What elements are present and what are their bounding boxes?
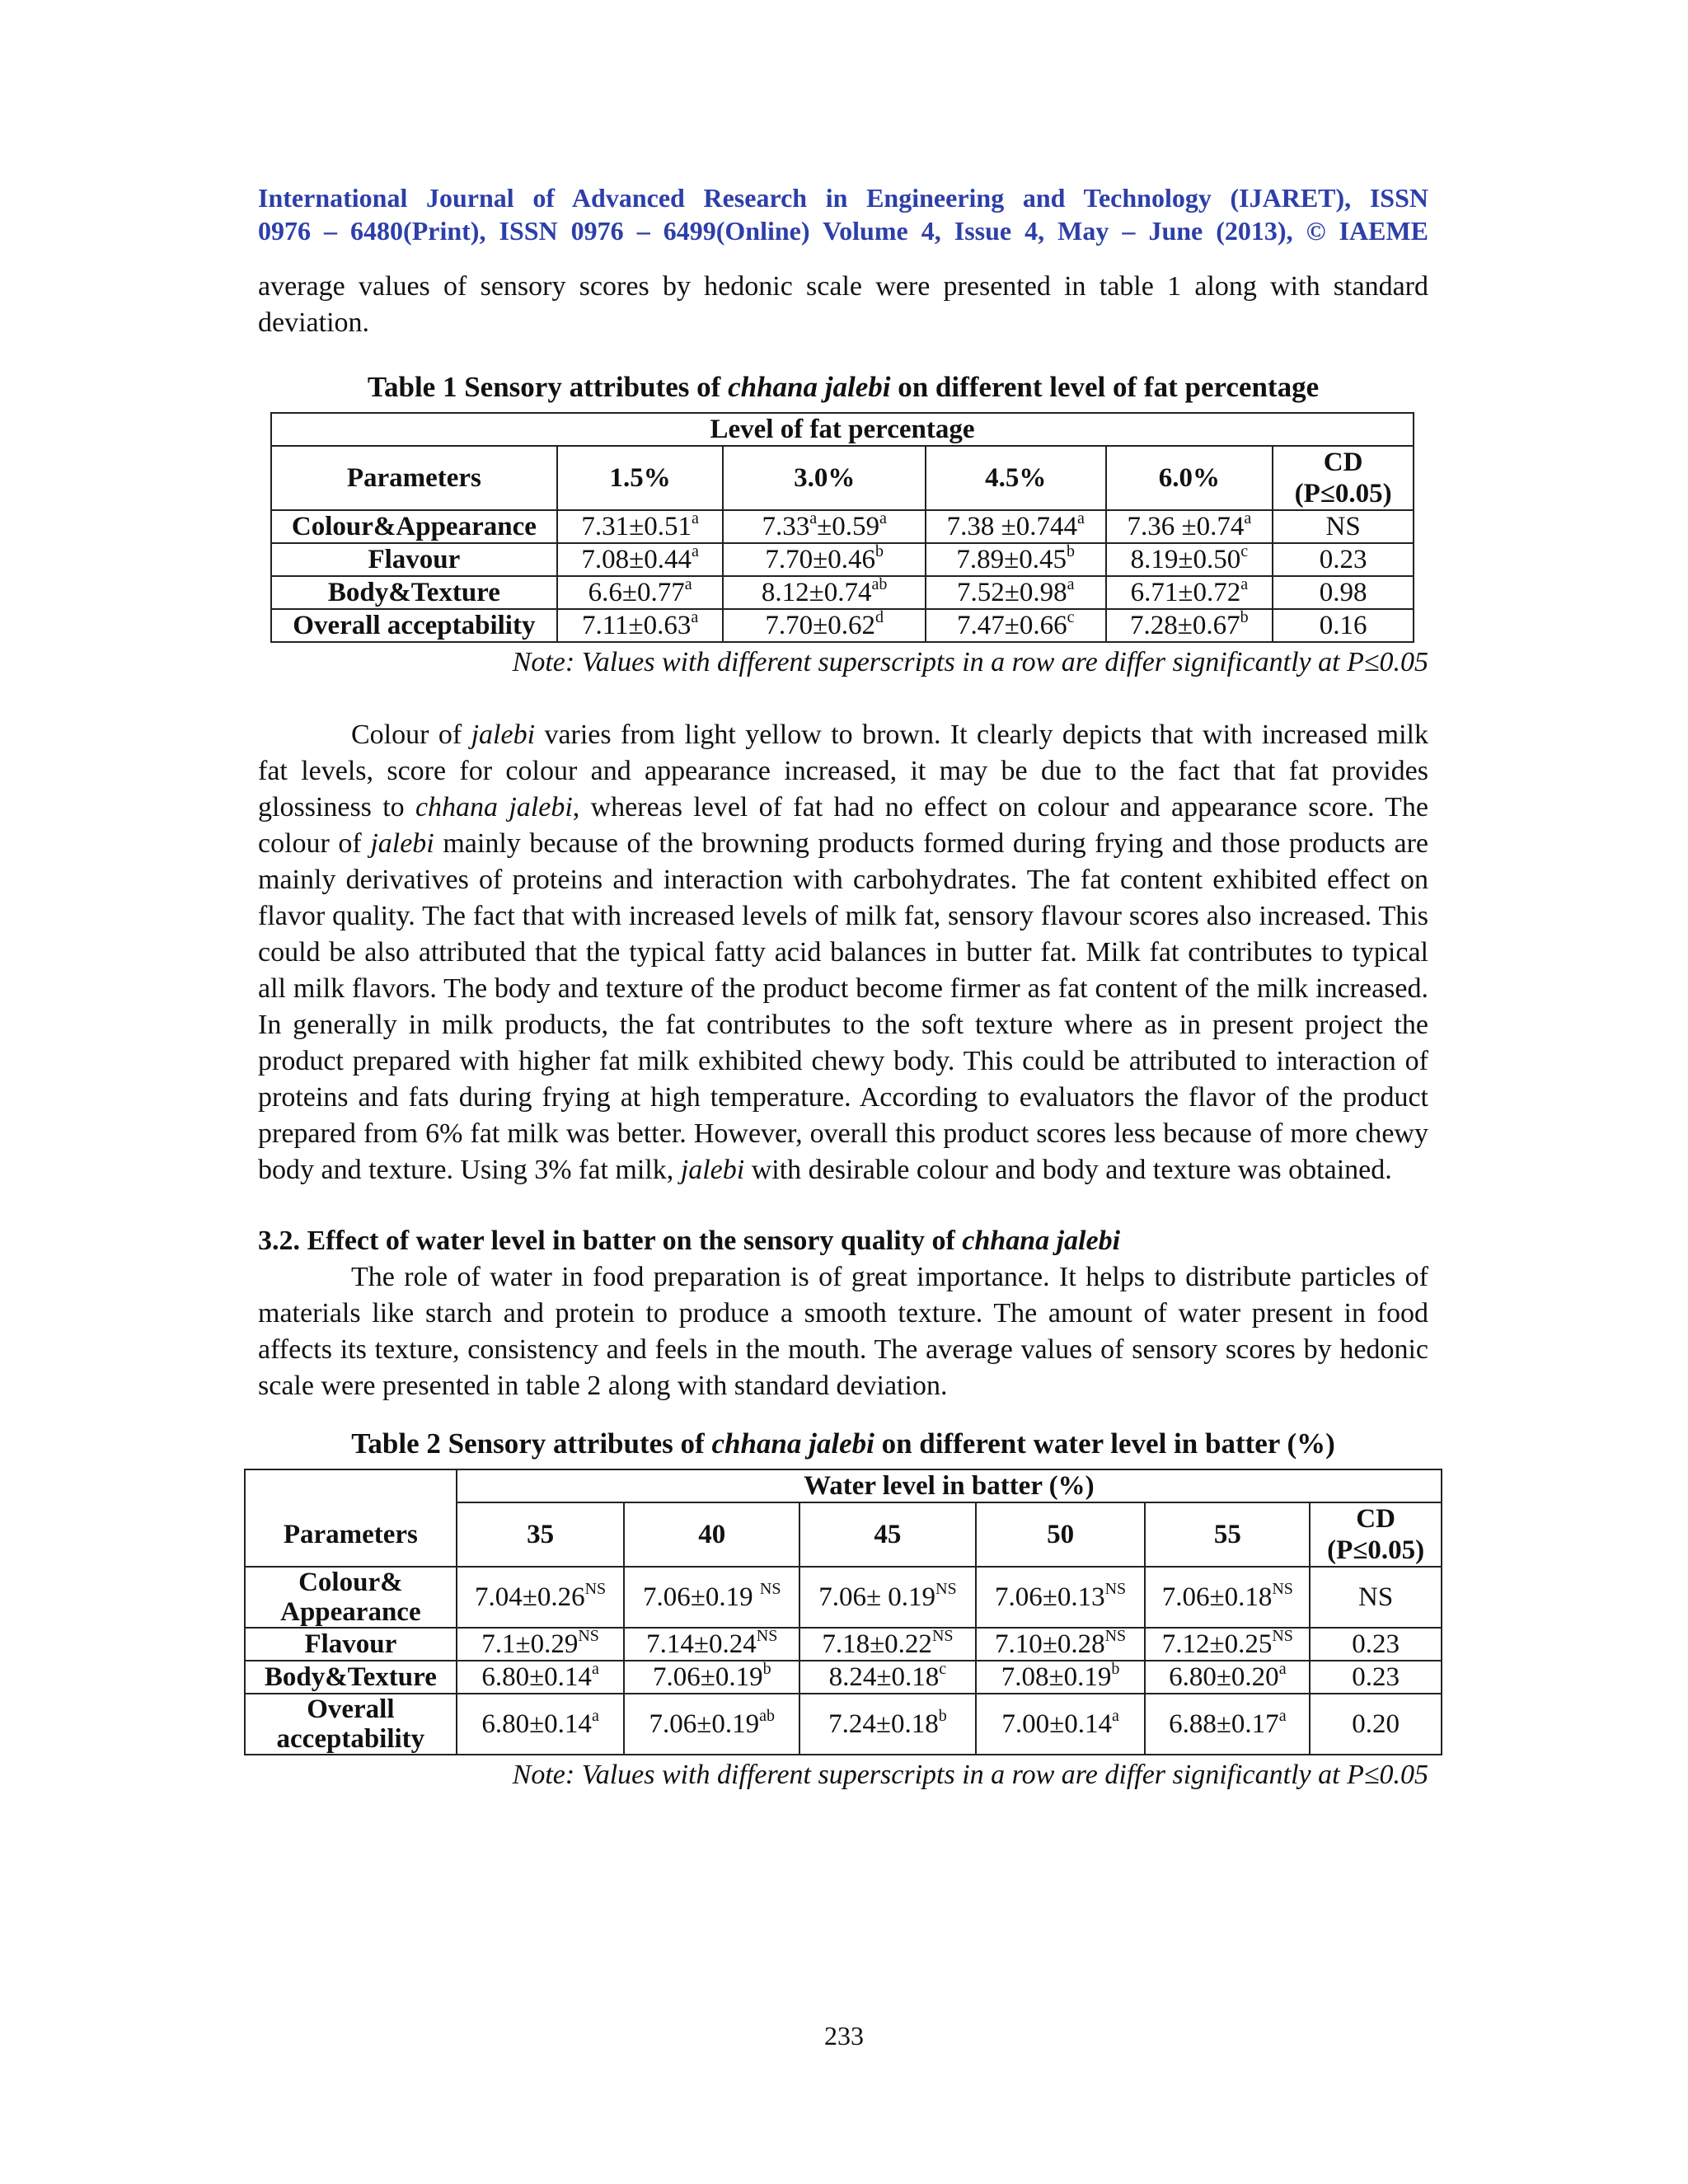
cell-value: 7.18±0.22 <box>822 1629 932 1659</box>
cell-superscript: NS <box>578 1627 599 1645</box>
table-cell <box>926 576 1106 609</box>
cell-value: 7.31±0.51 <box>581 512 692 541</box>
cell-value: 7.70±0.62 <box>765 611 875 640</box>
cell-superscript: a <box>879 509 887 527</box>
cell-superscript: NS <box>1104 1627 1127 1645</box>
row-label <box>245 1694 457 1755</box>
cell-superscript: b <box>1067 542 1076 560</box>
journal-header-line-1: International Journal of Advanced Research in Engineering and Technology (IJARET), ISSN <box>258 183 1428 213</box>
cell-value: 7.89±0.45 <box>956 545 1067 574</box>
cell-superscript: ab <box>871 575 888 593</box>
cell-superscript: NS <box>584 1580 607 1598</box>
cd-cell: 0.23 <box>1310 1628 1442 1661</box>
cell-value: 8.24±0.18 <box>828 1662 940 1692</box>
page-content <box>258 181 1428 1793</box>
section-paragraph: The role of water in food preparation is of great importance. It helps to distribute particles of materials like starch and protein to produce a smooth texture. The amount of water present in food affects its texture, consistency and feels in the mouth. The average values of sensory scores by hedonic scale were presented in table 2 along with standard deviation. <box>258 1262 1428 1401</box>
cell-superscript: NS <box>1272 1580 1293 1598</box>
table1-col-header: 4.5% <box>926 446 1106 510</box>
row-label-line: acceptability <box>276 1724 425 1754</box>
table-cell <box>624 1628 799 1661</box>
cd-cell: 0.98 <box>1273 576 1414 609</box>
table-cell <box>723 609 925 642</box>
cell-value: 6.71±0.72 <box>1130 578 1241 607</box>
cell-value: 7.36 ±0.74 <box>1127 512 1245 541</box>
row-label: Flavour <box>271 543 557 576</box>
cell-value: 7.33 <box>762 512 810 541</box>
cell-superscript: d <box>875 608 884 626</box>
italic-term: jalebi <box>370 828 434 859</box>
cell-value: 7.06±0.19 <box>643 1582 760 1612</box>
text-segment: with desirable colour and body and texture was obtained. <box>744 1155 1392 1185</box>
cell-value: 6.88±0.17 <box>1169 1709 1279 1739</box>
table-cell <box>799 1628 976 1661</box>
table-row <box>245 1567 1442 1628</box>
cell-value: 7.06± 0.19 <box>818 1582 936 1612</box>
table1-col-header: 1.5% <box>557 446 724 510</box>
table1-group-header: Level of fat percentage <box>271 413 1414 446</box>
cell-superscript: a <box>691 608 699 626</box>
table-row <box>245 1694 1442 1755</box>
table-cell <box>976 1694 1146 1755</box>
cell-value: 7.06±0.13 <box>994 1582 1105 1612</box>
cell-superscript: NS <box>935 1580 957 1598</box>
table-row <box>245 1628 1442 1661</box>
cell-value: 6.80±0.20 <box>1169 1662 1279 1692</box>
cell-superscript: NS <box>756 1627 778 1645</box>
table-cell <box>557 609 724 642</box>
cell-value: 6.6±0.77 <box>588 578 685 607</box>
cell-value: 7.28±0.67 <box>1130 611 1240 640</box>
row-label <box>245 1661 457 1694</box>
cell-superscript: c <box>1067 608 1075 626</box>
cell-value: 8.12±0.74 <box>761 578 872 607</box>
table-cell <box>624 1694 799 1755</box>
table1-note: Note: Values with different superscripts in a row are differ significantly at P≤0.05 <box>512 647 1428 677</box>
cell-superscript: b <box>938 1707 947 1725</box>
table-cell <box>557 576 724 609</box>
cd-cell: 0.16 <box>1273 609 1414 642</box>
cell-value: 7.24±0.18 <box>828 1709 939 1739</box>
table-cell <box>557 543 724 576</box>
table-cell <box>799 1694 976 1755</box>
table-cell <box>1145 1628 1310 1661</box>
table-cell <box>976 1567 1146 1628</box>
row-label-line: Body&Texture <box>264 1662 437 1692</box>
text-segment: Colour of <box>351 719 471 750</box>
table-row <box>271 576 1414 609</box>
cell-superscript: ab <box>759 1707 776 1725</box>
cell-value: 7.06±0.18 <box>1161 1582 1273 1612</box>
cell-superscript: a <box>1244 509 1252 527</box>
row-label-line: Overall <box>307 1694 395 1724</box>
cell-superscript: a <box>1111 1707 1119 1725</box>
text-segment: varies from light yellow to brown. It clearly depicts that with increased milk fat levels, score for colour and appearance increased, it may be due to the fact that fat provides glossiness to <box>258 719 1428 823</box>
cell-superscript: c <box>1240 542 1249 560</box>
cell-superscript: a <box>1278 1660 1287 1678</box>
table2-caption: Table 2 Sensory attributes of chhana jalebi on different water level in batter (%) <box>351 1427 1335 1460</box>
row-label: Body&Texture <box>271 576 557 609</box>
journal-header <box>258 181 1428 247</box>
table-cell <box>799 1567 976 1628</box>
cell-value: 7.12±0.25 <box>1161 1629 1273 1659</box>
cell-value: 7.14±0.24 <box>646 1629 757 1659</box>
cell-value: 7.06±0.19 <box>652 1662 763 1692</box>
cell-superscript: b <box>875 542 884 560</box>
table-cell <box>457 1694 625 1755</box>
cd-cell: 0.23 <box>1310 1661 1442 1694</box>
row-label-line: Appearance <box>280 1597 421 1627</box>
cell-superscript: a <box>691 509 699 527</box>
table-cell <box>926 543 1106 576</box>
table2-corner-cell <box>245 1469 457 1502</box>
cell-superscript: b <box>1111 1660 1120 1678</box>
table-cell <box>624 1661 799 1694</box>
cell-superscript: a <box>684 575 692 593</box>
cell-superscript: b <box>762 1660 771 1678</box>
row-label-line: Flavour <box>304 1629 397 1659</box>
text-segment: , whereas level of fat had no effect on colour and appearance score. The colour of <box>258 792 1428 859</box>
cell-value: ±0.59 <box>817 512 879 541</box>
cell-superscript: a <box>691 542 699 560</box>
cell-superscript: a <box>1240 575 1249 593</box>
page-number: 233 <box>824 2021 864 2050</box>
table-row <box>271 510 1414 543</box>
table-cell <box>1106 576 1273 609</box>
table2-cd-header: CD (P≤0.05) <box>1310 1502 1442 1567</box>
table2-col-header: 55 <box>1145 1502 1310 1567</box>
cell-superscript: NS <box>931 1627 954 1645</box>
cell-value: 7.1±0.29 <box>481 1629 579 1659</box>
table-cell <box>976 1661 1146 1694</box>
row-label <box>245 1567 457 1628</box>
table2 <box>244 1469 1442 1755</box>
table-cell <box>1106 510 1273 543</box>
table1-col-header: 3.0% <box>723 446 925 510</box>
discussion-paragraph <box>258 717 1428 1188</box>
table2-col-header: 35 <box>457 1502 625 1567</box>
table2-col-header: 40 <box>624 1502 799 1567</box>
table2-col-header: 45 <box>799 1502 976 1567</box>
cell-value: 7.38 ±0.744 <box>946 512 1077 541</box>
cell-superscript: a <box>1067 575 1075 593</box>
cell-superscript: NS <box>1104 1580 1127 1598</box>
row-label <box>245 1628 457 1661</box>
journal-header-line-2: 0976 – 6480(Print), ISSN 0976 – 6499(Online) Volume 4, Issue 4, May – June (2013), © IAEME <box>258 216 1428 246</box>
table1 <box>270 412 1414 643</box>
cell-superscript: NS <box>1272 1627 1293 1645</box>
cell-superscript: a <box>1076 509 1085 527</box>
cell-superscript: a <box>1278 1707 1287 1725</box>
cell-value: 8.19±0.50 <box>1130 545 1241 574</box>
table2-col-header: 50 <box>976 1502 1146 1567</box>
table2-group-header: Water level in batter (%) <box>457 1469 1442 1502</box>
table-row <box>271 609 1414 642</box>
cell-superscript: b <box>1240 608 1249 626</box>
cell-value: 6.80±0.14 <box>481 1709 592 1739</box>
cell-value: 7.08±0.19 <box>1001 1662 1112 1692</box>
table-cell <box>926 510 1106 543</box>
table-cell <box>1145 1567 1310 1628</box>
table1-cd-header: CD (P≤0.05) <box>1273 446 1414 510</box>
cell-value: 7.04±0.26 <box>474 1582 585 1612</box>
cell-value: 7.47±0.66 <box>956 611 1067 640</box>
row-label-line: Colour& <box>298 1568 403 1597</box>
table-cell <box>723 510 925 543</box>
table-row <box>271 543 1414 576</box>
cd-cell: 0.20 <box>1310 1694 1442 1755</box>
table-cell <box>723 576 925 609</box>
cell-superscript: a <box>591 1707 599 1725</box>
table2-params-header: Parameters <box>245 1502 457 1567</box>
cd-cell: NS <box>1273 510 1414 543</box>
table-cell <box>457 1567 625 1628</box>
italic-term: jalebi <box>471 719 536 750</box>
italic-term: jalebi <box>680 1155 745 1185</box>
table-cell <box>926 609 1106 642</box>
table1-params-header: Parameters <box>271 446 557 510</box>
cell-superscript: NS <box>759 1580 781 1598</box>
table-row <box>245 1661 1442 1694</box>
table-cell <box>457 1661 625 1694</box>
table-cell <box>1106 543 1273 576</box>
table1-col-header: 6.0% <box>1106 446 1273 510</box>
italic-term: chhana jalebi <box>415 792 573 823</box>
intro-paragraph: average values of sensory scores by hedonic scale were presented in table 1 along with standard deviation. <box>258 271 1428 338</box>
table-cell <box>557 510 724 543</box>
text-segment: mainly because of the browning products formed during frying and those products are mainly derivatives of proteins and interaction with carbohydrates. The fat content exhibited effect on flavor quality. The fact that with increased levels of milk fat, sensory flavour scores also increased. This could be also attributed that the typical fatty acid balances in butter fat. Milk fat contributes to typical all milk flavors. The body and texture of the product become firmer as fat content of the milk increased. In generally in milk products, the fat contributes to the soft texture where as in present project the product prepared with higher fat milk exhibited chewy body. This could be attributed to interaction of proteins and fats during frying at high temperature. According to evaluators the flavor of the product prepared from 6% fat milk was better. However, overall this product scores less because of more chewy body and texture. Using 3% fat milk, <box>258 828 1428 1185</box>
cell-superscript: a <box>809 509 818 527</box>
cell-superscript: a <box>591 1660 599 1678</box>
cell-value: 7.10±0.28 <box>994 1629 1105 1659</box>
cell-value: 7.52±0.98 <box>956 578 1067 607</box>
cell-value: 6.80±0.14 <box>481 1662 592 1692</box>
cell-value: 7.11±0.63 <box>581 611 692 640</box>
cd-cell: 0.23 <box>1273 543 1414 576</box>
cell-value: 7.06±0.19 <box>649 1709 760 1739</box>
cell-superscript: c <box>939 1660 947 1678</box>
cell-value: 7.00±0.14 <box>1001 1709 1112 1739</box>
cell-value: 7.70±0.46 <box>765 545 875 574</box>
cell-value: 7.08±0.44 <box>581 545 692 574</box>
table-cell <box>723 543 925 576</box>
table-cell <box>1106 609 1273 642</box>
row-label: Overall acceptability <box>271 609 557 642</box>
table-cell <box>976 1628 1146 1661</box>
row-label: Colour&Appearance <box>271 510 557 543</box>
table-cell <box>799 1661 976 1694</box>
table2-note: Note: Values with different superscripts in a row are differ significantly at P≤0.05 <box>512 1760 1428 1790</box>
table-cell <box>457 1628 625 1661</box>
section-heading: 3.2. Effect of water level in batter on the sensory quality of chhana jalebi <box>258 1226 1121 1256</box>
table-cell <box>624 1567 799 1628</box>
table-cell <box>1145 1661 1310 1694</box>
cd-cell: NS <box>1310 1567 1442 1628</box>
table-cell <box>1145 1694 1310 1755</box>
table1-caption: Table 1 Sensory attributes of chhana jalebi on different level of fat percentage <box>367 371 1320 403</box>
